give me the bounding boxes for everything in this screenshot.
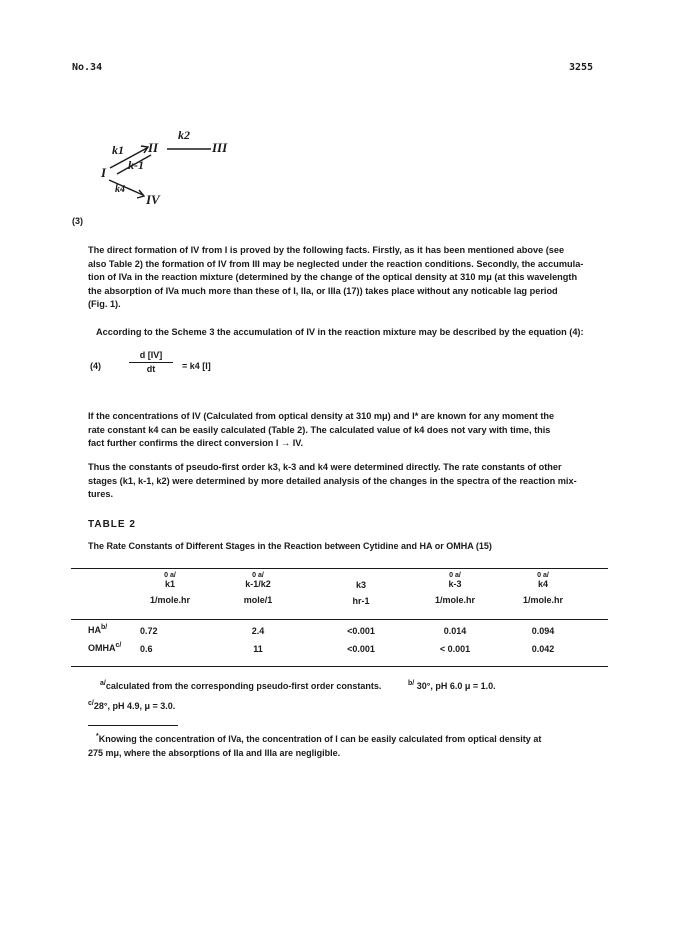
cell: 0.094 [531,626,555,636]
footnote-mark: * [96,733,99,740]
text-line: also Table 2) the formation of IV from III may be neglected under the reaction conditions. Secondly, the accumula- [88,258,584,269]
cell: 0.042 [531,644,555,654]
row-note: b/ [101,624,108,631]
table-row [88,624,107,635]
footnote-c [88,700,175,711]
table-top-rule [71,568,608,569]
cell: 0.014 [443,626,467,636]
text-line: Thus the constants of pseudo-first order k3, k-3 and k4 were determined directly. The rate constants of other [88,462,562,472]
footnote-separator [88,725,178,726]
header-k-3 [420,572,490,605]
header-unit: 1/mole.hr [434,595,475,605]
header-sup: 0 a/ [449,572,461,579]
footnote-b [408,680,496,691]
text-line: (Fig. 1). [88,299,121,310]
paragraph-pseudo-first-order [88,461,600,502]
header-k3 [336,572,386,606]
header-symbol: k4 [537,579,548,589]
footnote-star [88,730,601,760]
footnote-mark: a/ [100,680,106,687]
rate-k-1: k-1 [128,158,144,172]
header-symbol: k-3 [448,579,462,589]
table-header-rule [71,619,608,620]
header-symbol: k1 [164,579,175,589]
footnote-text: 30°, pH 6.0 μ = 1.0. [416,681,496,691]
header-sup [336,572,386,580]
text-line: fact further confirms the direct conversion I → IV. [88,438,304,449]
cell: <0.001 [347,626,375,636]
row-label: OMHA [88,643,116,653]
species-ii: II [148,140,159,155]
equation-fraction [129,350,173,374]
cell: 0.72 [140,626,158,636]
journal-issue: No.34 [72,62,103,73]
table-row [88,642,121,653]
header-symbol: k3 [355,580,366,590]
equation-numerator: d [IV] [139,350,163,360]
footnote-mark: b/ [408,680,415,687]
header-unit: hr-1 [352,596,370,606]
header-sup: 0 a/ [164,572,176,579]
footnote-mark: c/ [88,700,94,707]
equation-label: (4) [90,361,101,371]
header-k1 [140,572,200,605]
text-line: the absorption of IVa much more than these of I, IIa, or IIIa (17)) takes place without any noticable lag period [88,285,558,296]
footnote-text: calculated from the corresponding pseudo-first order constants. [105,681,382,691]
table-bottom-rule [71,666,608,667]
footnote-a [100,680,381,691]
paragraph-direct-formation [88,244,600,312]
text-line: rate constant k4 can be easily calculated (Table 2). The calculated value of k4 does not vary with time, this [88,424,551,435]
rate-k2: k2 [178,128,190,142]
header-unit: 1/mole.hr [149,595,190,605]
table-label: TABLE 2 [88,519,136,530]
text-line: The direct formation of IV from I is proved by the following facts. Firstly, as it has been mentioned above (see [88,245,565,255]
text-line: tion of IVa in the reaction mixture (determined by the change of the optical density at 310 mμ (at this wavelength [88,272,578,283]
header-unit: mole/1 [243,595,273,605]
text-line: If the concentrations of IV (Calculated from optical density at 310 mμ) and I* are known for any moment the [88,411,555,421]
header-k-1-k2 [222,572,294,605]
footnote-text: 28°, pH 4.9, μ = 3.0. [93,701,176,711]
rate-k4: k4 [115,184,125,195]
page-number: 3255 [569,62,594,73]
header-k4 [508,572,578,605]
header-sup: 0 a/ [537,572,549,579]
cell: <0.001 [347,644,375,654]
cell: < 0.001 [439,644,471,654]
rate-k1: k1 [112,143,124,157]
equation-denominator: dt [129,362,173,374]
footnote-text: 275 mμ, where the absorptions of IIa and IIIa are negligible. [88,748,341,758]
row-note: c/ [115,642,122,649]
cell: 0.6 [140,644,153,654]
table-caption: The Rate Constants of Different Stages in the Reaction between Cytidine and HA or OMHA (15) [88,541,492,551]
header-symbol: k-1/k2 [245,579,271,589]
species-i: I [101,165,107,180]
header-sup: 0 a/ [252,572,264,579]
footnote-text: Knowing the concentration of IVa, the concentration of I can be easily calculated from optical density at [98,734,542,744]
equation-rhs: = k4 [I] [182,361,211,371]
paragraph-rate-constant [88,410,600,451]
header-unit: 1/mole.hr [522,595,563,605]
text-line: stages (k1, k-1, k2) were determined by more detailed analysis of the changes in the spectra of the reaction mix- [88,475,577,486]
text-line: tures. [88,489,114,500]
paragraph-accumulation: According to the Scheme 3 the accumulation of IV in the reaction mixture may be described by the equation (4): [96,327,584,337]
row-label: HA [88,625,101,635]
scheme-label: (3) [72,216,83,226]
cell: 2.4 [251,626,265,636]
species-iv: IV [146,192,160,207]
species-iii: III [212,140,228,155]
cell: 11 [253,644,263,654]
